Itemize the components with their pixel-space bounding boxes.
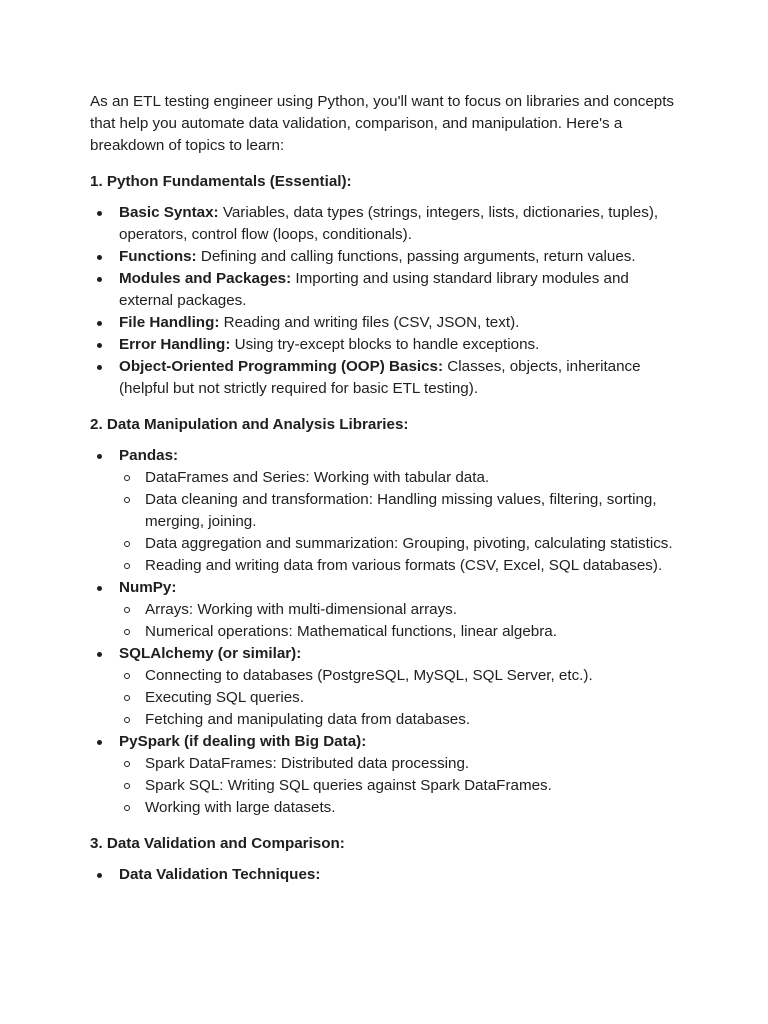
list-item: [90, 246, 680, 268]
item-term: PySpark (if dealing with Big Data):: [119, 733, 367, 750]
sub-list-item: Connecting to databases (PostgreSQL, MySQL, SQL Server, etc.).: [119, 665, 680, 687]
section-heading: 2. Data Manipulation and Analysis Libraries:: [90, 416, 409, 433]
sub-list-item: Numerical operations: Mathematical functions, linear algebra.: [119, 621, 680, 643]
list-item: [90, 268, 680, 312]
section-heading: 3. Data Validation and Comparison:: [90, 835, 345, 852]
list-item: [90, 577, 680, 643]
item-term: NumPy:: [119, 579, 177, 596]
intro-paragraph: As an ETL testing engineer using Python, you'll want to focus on libraries and concepts that help you automate data validation, comparison, and manipulation. Here's a breakdown of topics to learn:: [90, 93, 675, 154]
section-heading: 1. Python Fundamentals (Essential):: [90, 173, 352, 190]
list-item: [90, 643, 680, 731]
sub-list-item: Arrays: Working with multi-dimensional arrays.: [119, 599, 680, 621]
sub-list-item: Spark DataFrames: Distributed data processing.: [119, 753, 680, 775]
list-item: [90, 334, 680, 356]
sub-list: [119, 599, 680, 643]
item-text: Reading and writing files (CSV, JSON, text).: [219, 314, 520, 331]
section-list: [90, 445, 680, 819]
sub-list-item: Reading and writing data from various formats (CSV, Excel, SQL databases).: [119, 555, 680, 577]
sub-list-item: Fetching and manipulating data from databases.: [119, 709, 680, 731]
item-text: Defining and calling functions, passing arguments, return values.: [196, 248, 636, 265]
sub-list-item: Data aggregation and summarization: Grouping, pivoting, calculating statistics.: [119, 533, 680, 555]
section-list: [90, 202, 680, 400]
list-item: [90, 445, 680, 577]
sub-list-item: Data cleaning and transformation: Handling missing values, filtering, sorting, merging, joining.: [119, 489, 680, 533]
list-item: [90, 356, 680, 400]
item-term: Basic Syntax:: [119, 204, 219, 221]
item-term: SQLAlchemy (or similar):: [119, 645, 302, 662]
item-term: File Handling:: [119, 314, 220, 331]
item-text: Importing and using standard library modules and external packages.: [119, 270, 629, 309]
document-content: [90, 91, 680, 900]
item-term: Modules and Packages:: [119, 270, 292, 287]
list-item: [90, 202, 680, 246]
sub-list-item: Working with large datasets.: [119, 797, 680, 819]
sub-list: [119, 467, 680, 577]
item-term: Data Validation Techniques:: [119, 866, 321, 883]
item-term: Object-Oriented Programming (OOP) Basics:: [119, 358, 444, 375]
item-text: Classes, objects, inheritance (helpful but not strictly required for basic ETL testing).: [119, 358, 641, 397]
item-term: Pandas:: [119, 447, 179, 464]
list-item: [90, 312, 680, 334]
sub-list-item: Executing SQL queries.: [119, 687, 680, 709]
item-text: Using try-except blocks to handle exceptions.: [230, 336, 540, 353]
sub-list-item: Spark SQL: Writing SQL queries against Spark DataFrames.: [119, 775, 680, 797]
sub-list-item: DataFrames and Series: Working with tabular data.: [119, 467, 680, 489]
item-text: Variables, data types (strings, integers, lists, dictionaries, tuples), operators, control flow (loops, conditionals).: [119, 204, 659, 243]
item-term: Error Handling:: [119, 336, 231, 353]
item-term: Functions:: [119, 248, 197, 265]
sub-list: [119, 665, 680, 731]
section-list: [90, 864, 680, 886]
list-item: [90, 864, 680, 886]
sub-list: [119, 753, 680, 819]
list-item: [90, 731, 680, 819]
